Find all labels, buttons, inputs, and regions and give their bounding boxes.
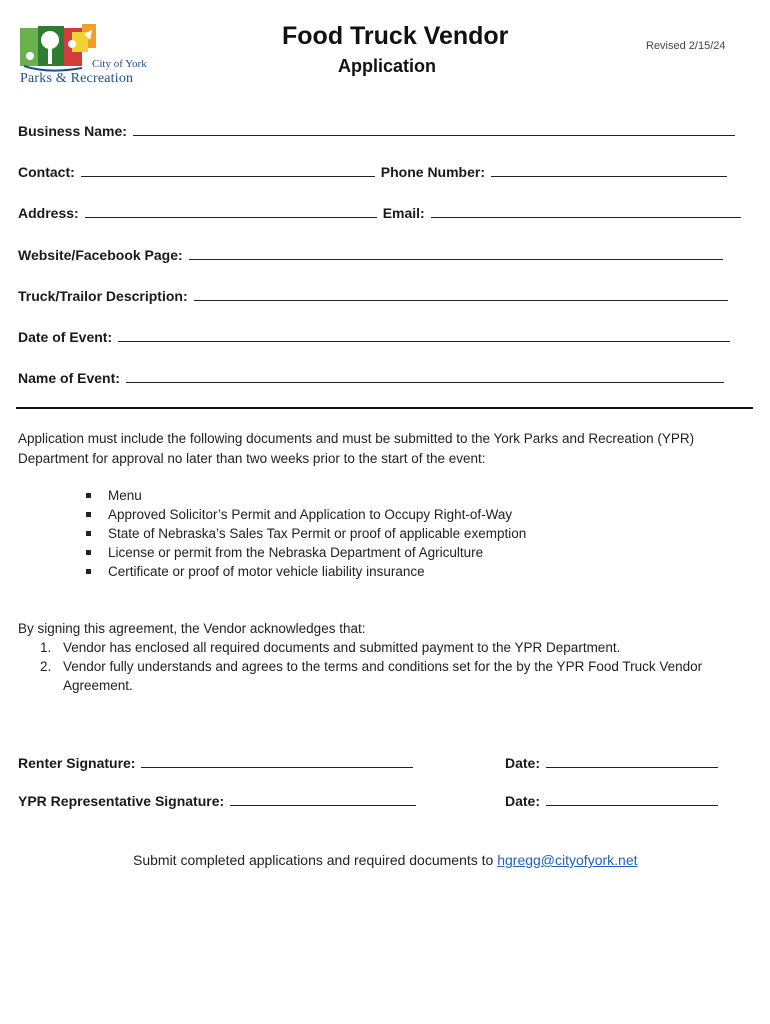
ypr-signature-label: YPR Representative Signature: — [18, 793, 225, 809]
logo-city-text: City of York — [92, 58, 147, 70]
list-item: License or permit from the Nebraska Department of Agriculture — [84, 543, 526, 562]
renter-date-label: Date: — [505, 755, 541, 771]
bullet-icon — [86, 493, 91, 498]
bullet-icon — [86, 531, 91, 536]
renter-signature-line[interactable] — [141, 755, 413, 768]
list-number: 1. — [40, 640, 52, 655]
address-line[interactable] — [85, 205, 377, 218]
list-item: 2. Vendor fully understands and agrees to the terms and conditions set for the by the YPR Food Truck Vendor Agreement. — [40, 659, 703, 693]
logo-department-text: Parks & Recreation — [20, 71, 134, 86]
address-label: Address: — [18, 205, 79, 221]
name-of-event-field — [18, 370, 724, 386]
revised-date: Revised 2/15/24 — [646, 40, 726, 52]
submit-text: Submit completed applications and required documents to — [133, 852, 494, 868]
list-item: Certificate or proof of motor vehicle liability insurance — [84, 562, 526, 581]
renter-date-field — [505, 755, 718, 771]
ypr-date-field — [505, 793, 718, 809]
business-name-field — [18, 123, 735, 139]
email-label: Email: — [382, 205, 425, 221]
bullet-icon — [86, 550, 91, 555]
date-of-event-field — [18, 329, 730, 345]
renter-signature-label: Renter Signature: — [18, 755, 136, 771]
list-item: Menu — [84, 486, 526, 505]
list-item: Approved Solicitor’s Permit and Application to Occupy Right-of-Way — [84, 505, 526, 524]
agreement-intro: By signing this agreement, the Vendor acknowledges that: — [18, 621, 366, 636]
requirements-intro: Application must include the following documents and must be submitted to the York Parks and Recreation (YPR) Department for approval no later than two weeks prior to the start of the event: — [18, 431, 695, 466]
section-divider — [16, 407, 753, 409]
truck-description-label: Truck/Trailor Description: — [18, 288, 188, 304]
name-of-event-line[interactable] — [126, 370, 724, 383]
date-of-event-line[interactable] — [118, 329, 730, 342]
bullet-icon — [86, 512, 91, 517]
list-item: 1. Vendor has enclosed all required documents and submitted payment to the YPR Department. — [40, 640, 621, 655]
business-name-label: Business Name: — [18, 123, 127, 139]
agreement-list — [18, 638, 728, 695]
address-row — [18, 205, 741, 221]
bullet-icon — [86, 569, 91, 574]
submit-email-link[interactable]: hgregg@cityofyork.net — [497, 852, 638, 868]
business-name-line[interactable] — [133, 123, 735, 136]
list-number: 2. — [40, 659, 52, 674]
ypr-date-line[interactable] — [546, 793, 718, 806]
name-of-event-label: Name of Event: — [18, 370, 120, 386]
truck-description-field — [18, 288, 728, 304]
page-title: Food Truck Vendor — [282, 22, 509, 50]
contact-line[interactable] — [81, 164, 375, 177]
list-item: State of Nebraska’s Sales Tax Permit or proof of applicable exemption — [84, 524, 526, 543]
website-line[interactable] — [189, 247, 723, 260]
renter-signature-field — [18, 755, 413, 771]
renter-date-line[interactable] — [546, 755, 718, 768]
website-label: Website/Facebook Page: — [18, 247, 183, 263]
ypr-date-label: Date: — [505, 793, 541, 809]
email-line[interactable] — [431, 205, 741, 218]
phone-line[interactable] — [491, 164, 727, 177]
ypr-signature-line[interactable] — [230, 793, 416, 806]
page-subtitle: Application — [338, 56, 436, 76]
requirements-list — [84, 486, 526, 581]
date-of-event-label: Date of Event: — [18, 329, 113, 345]
ypr-signature-field — [18, 793, 416, 809]
contact-row — [18, 164, 727, 180]
contact-label: Contact: — [18, 164, 75, 180]
phone-label: Phone Number: — [380, 164, 486, 180]
submit-instructions — [133, 852, 638, 868]
truck-description-line[interactable] — [194, 288, 728, 301]
website-field — [18, 247, 723, 263]
